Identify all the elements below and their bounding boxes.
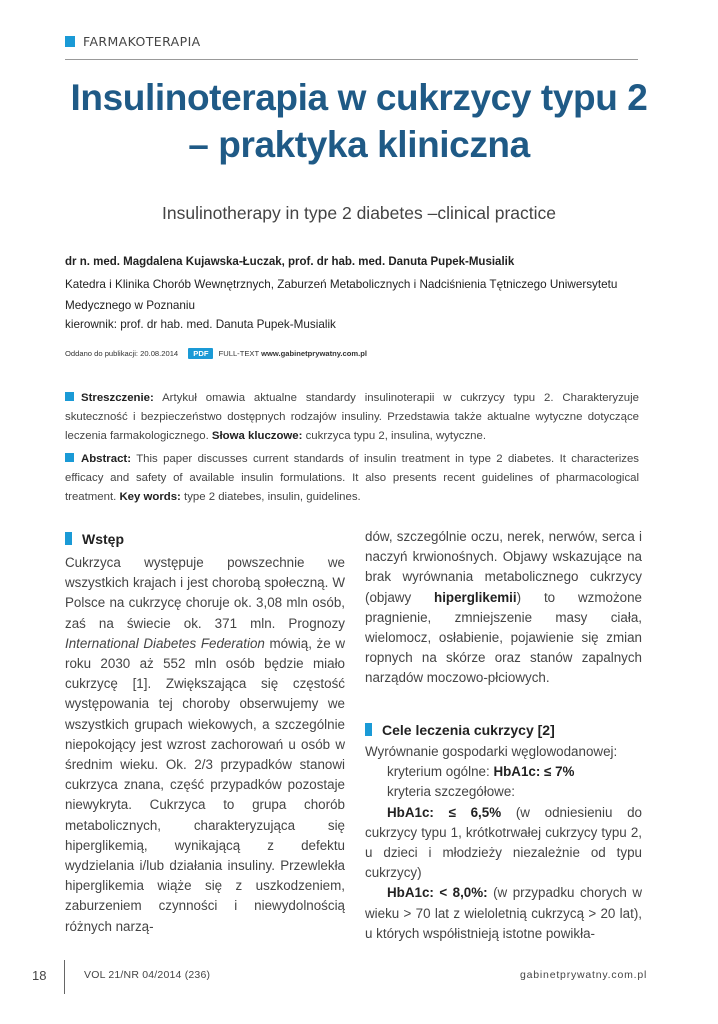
abstract-pl-text: Artykuł omawia aktualne standardy insulinoterapii w cukrzycy typu 2. Charakteryzuje skuteczność i bezpieczeństwo dostępnych rodzajów insuliny. Przedstawia także aktualne wytyczne dotyczące leczenia farmakologicznego.	[65, 392, 639, 442]
publication-link[interactable]: www.gabinetprywatny.com.pl	[261, 349, 367, 358]
intro-hyperglycemia: hiperglikemii	[434, 589, 517, 605]
section-marker-icon	[65, 36, 75, 47]
fulltext-label: FULL-TEXT	[218, 349, 259, 358]
goals-body	[365, 742, 642, 944]
goals-target-80: HbA1c: < 8,0%:	[387, 885, 488, 901]
goals-line-4	[365, 803, 642, 884]
intro-paragraph-right	[365, 527, 642, 689]
footer-site[interactable]: gabinetprywatny.com.pl	[520, 969, 648, 981]
abstract-marker-icon	[65, 453, 74, 462]
goals-heading	[365, 722, 555, 738]
page-number: 18	[32, 968, 47, 983]
footer-divider	[64, 960, 65, 994]
keywords-en: type 2 diatebes, insulin, guidelines.	[184, 491, 361, 503]
title-line-2: – praktyka kliniczna	[188, 124, 530, 165]
intro-text-4: ) to wzmożone pragnienie, zmniejszenie masy ciała, wielomocz, osłabienie, pojawienie się zmian ropnych na skórze oraz stanów zapalnych narządów moczowo-płciowych.	[365, 589, 642, 686]
section-label: FARMAKOTERAPIA	[83, 34, 201, 49]
abstract-en-text: This paper discusses current standards of insulin treatment in type 2 diabetes. It characterizes efficacy and safety of available insulin formulations. It also presents recent guidelines of pharmacological treatment.	[65, 453, 639, 503]
article-subtitle: Insulinotherapy in type 2 diabetes –clinical practice	[162, 203, 556, 223]
heading-marker-icon	[65, 532, 72, 545]
keywords-en-label: Key words:	[119, 491, 181, 503]
article-title	[30, 74, 688, 168]
abstract-marker-icon	[65, 392, 74, 401]
intro-text-3: dów, szczególnie oczu, nerek, nerwów, serca i naczyń krwionośnych. Objawy wskazujące na brak wyrównania metabolicznego cukrzycy (objawy	[365, 529, 642, 605]
goals-target-65: HbA1c: ≤ 6,5%	[387, 804, 502, 820]
goals-criterion-label: kryterium ogólne:	[387, 764, 494, 780]
publication-info	[65, 348, 367, 359]
goals-line-3: kryteria szczegółowe:	[387, 784, 516, 800]
intro-heading	[65, 531, 124, 547]
affiliation: Katedra i Klinika Chorób Wewnętrznych, Zaburzeń Metabolicznych i Nadciśnienia Tętniczego Uniwersytetu Medycznego w Poznaniu	[65, 278, 618, 312]
keywords-pl-label: Słowa kluczowe:	[211, 430, 303, 442]
goals-target-65-text: (w odniesieniu do cukrzycy typu 1, krótkotrwałej cukrzycy typu 2, u dzieci i młodzieży niezależnie od typu cukrzycy)	[365, 804, 643, 881]
intro-text-2: mówią, że w roku 2030 aż 552 mln osób będzie miało cukrzycę [1]. Zwiększająca się częstość występowania tej choroby obserwujemy we wszystkich grupach wiekowych, a szczególnie niepokojący jest wzrost zachorowań u osób w średnim wieku. Ok. 2/3 przypadków stanowi cukrzyca znana, część przypadków pozostaje niewykryta. Cukrzyca to grupa chorób metabolicznych, charakteryzująca się hiperglikemią, wynikającą z defektu wydzielania i/lub działania insuliny. Przewlekła hiperglikemia wiąże się z uszkodzeniem, zaburzeniem czynności i niewydolnością różnych narzą-	[65, 635, 346, 934]
department-head: kierownik: prof. dr hab. med. Danuta Pupek-Musialik	[65, 318, 336, 331]
intro-heading-text: Wstęp	[82, 531, 124, 547]
header-divider	[65, 59, 638, 60]
intro-idf-name: International Diabetes Federation	[65, 635, 265, 651]
heading-marker-icon	[365, 723, 372, 736]
volume-info: VOL 21/NR 04/2014 (236)	[84, 969, 211, 981]
abstract-pl-label: Streszczenie:	[81, 392, 154, 404]
keywords-pl: cukrzyca typu 2, insulina, wytyczne.	[305, 430, 487, 442]
intro-text-1: Cukrzyca występuje powszechnie we wszystkich krajach i jest chorobą społeczną. W Polsce na cukrzycę choruje ok. 3,08 mln osób, zaś na świecie ok. 371 mln. Prognozy	[65, 555, 345, 631]
goals-line-1: Wyrównanie gospodarki węglowodanowej:	[365, 744, 618, 759]
authors: dr n. med. Magdalena Kujawska-Łuczak, prof. dr hab. med. Danuta Pupek-Musialik	[65, 256, 515, 268]
goals-line-5	[365, 883, 642, 944]
goals-line-2	[365, 762, 642, 782]
goals-heading-text: Cele leczenia cukrzycy [2]	[382, 722, 555, 738]
pdf-badge[interactable]: PDF	[188, 348, 213, 359]
goals-criterion-value: HbA1c: ≤ 7%	[493, 764, 575, 780]
intro-paragraph-left	[65, 553, 345, 937]
publication-date: Oddano do publikacji: 20.08.2014	[65, 349, 179, 358]
title-line-1: Insulinoterapia w cukrzycy typu 2	[70, 77, 648, 118]
abstract-en-label: Abstract:	[81, 453, 132, 465]
abstract-english	[65, 450, 639, 507]
goals-target-80-text: (w przypadku chorych w wieku > 70 lat z wieloletnią cukrzycą > 20 lat), u których współistnieją istotne powikła-	[365, 885, 642, 941]
abstract-polish	[65, 389, 639, 446]
